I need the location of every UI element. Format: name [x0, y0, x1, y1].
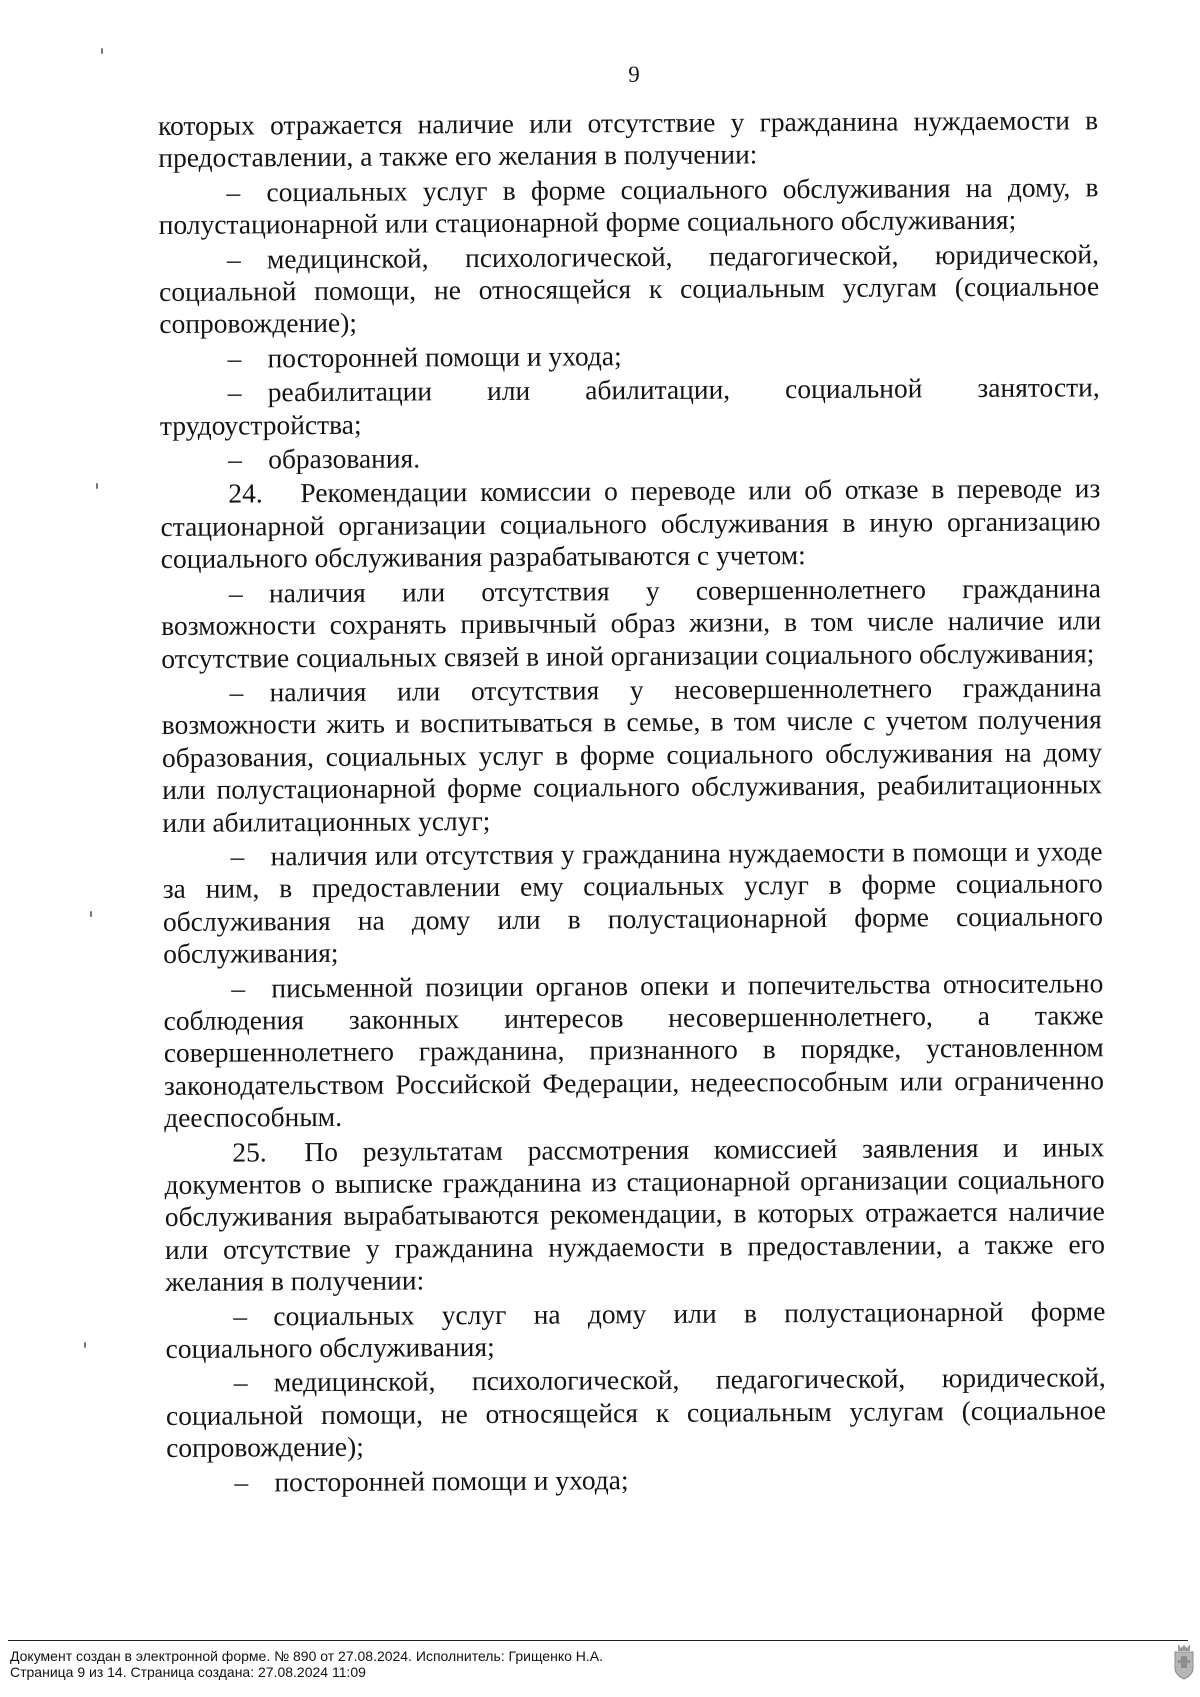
footer-divider: [8, 1640, 1188, 1641]
list-item-text: социальных услуг в форме социального обслуживания на дому, в полустационарной или стационарной форме социального обслуживания;: [158, 171, 1099, 241]
scan-speck: [96, 483, 98, 489]
list-b: [161, 572, 1104, 1135]
list-dash: –: [234, 1466, 249, 1498]
list-item-text: медицинской, психологической, педагогической, юридической, социальной помощи, не относящейся к социальным услугам (социальное сопровождение);: [159, 237, 1100, 340]
list-item-text: социальных услуг на дому или в полустационарной форме социального обслуживания;: [165, 1294, 1106, 1365]
footer-line-1: Документ создан в электронной форме. № 890 от 27.08.2024. Исполнитель: Грищенко Н.А.: [10, 1648, 604, 1664]
list-item: [160, 372, 1100, 443]
list-item: [159, 337, 1099, 375]
paragraph-number: 25.: [232, 1135, 267, 1168]
list-item-text: посторонней помощи и ухода;: [267, 340, 622, 374]
list-item: [161, 572, 1102, 675]
list-item: [161, 671, 1102, 839]
list-dash: –: [227, 342, 242, 374]
list-dash: –: [230, 840, 245, 872]
document-body: [158, 104, 1106, 1501]
list-item-text: посторонней помощи и ухода;: [274, 1463, 629, 1497]
scan-speck: [84, 1342, 86, 1348]
list-dash: –: [228, 443, 242, 475]
paragraph-25: [164, 1131, 1105, 1299]
list-item-text: образования.: [268, 442, 421, 475]
page-number: 9: [628, 62, 640, 87]
list-c: [165, 1295, 1106, 1499]
list-item-text: наличия или отсутствия у несовершеннолетнего гражданина возможности жить и воспитываться в семье, в том числе с учетом получения образования, социальных услуг в форме социального обслуживания на дому или полустационарной форме социального обслуживания, реабилитационных или абилитационных услуг;: [161, 671, 1103, 838]
scan-speck: [101, 48, 103, 54]
list-dash: –: [229, 676, 244, 708]
list-item: [162, 835, 1103, 970]
list-dash: –: [228, 577, 243, 609]
list-dash: –: [231, 972, 246, 1004]
paragraph-24: [160, 473, 1101, 576]
list-dash: –: [226, 243, 241, 275]
list-dash: –: [233, 1300, 248, 1332]
list-dash: –: [226, 176, 241, 208]
list-a: [158, 171, 1100, 476]
list-dash: –: [227, 376, 242, 408]
list-item: [160, 438, 1100, 476]
paragraph-number: 24.: [228, 477, 263, 510]
list-item-text: наличия или отсутствия у совершеннолетнего гражданина возможности сохранять привычный образ жизни, в том числе наличие или отсутствие социальных связей в иной организации социального обслуживания;: [161, 571, 1102, 674]
list-item: [166, 1362, 1107, 1465]
list-dash: –: [233, 1366, 248, 1398]
list-item: [166, 1461, 1106, 1499]
paragraph-text: По результатам рассмотрения комиссией заявления и иных документов о выписке гражданина из стационарной организации социального обслуживания вырабатываются рекомендации, в которых отражается наличие или отсутствие у гражданина нуждаемости в предоставлении, а также его желания в получении:: [164, 1130, 1106, 1298]
footer-line-2: Страница 9 из 14. Страница создана: 27.08.2024 11:09: [10, 1664, 366, 1680]
paragraph-text: Рекомендации комиссии о переводе или об отказе в переводе из стационарной организации социального обслуживания в иную организацию социального обслуживания разрабатываются с учетом:: [160, 472, 1101, 575]
list-item: [163, 967, 1104, 1135]
list-item: [158, 171, 1098, 242]
list-item-text: реабилитации или абилитации, социальной занятости, трудоустройства;: [159, 371, 1100, 441]
coat-of-arms-icon: [1172, 1642, 1196, 1680]
list-item-text: медицинской, психологической, педагогической, юридической, социальной помощи, не относящейся к социальным услугам (социальное сопровождение);: [165, 1361, 1107, 1464]
list-item: [159, 238, 1100, 341]
scan-speck: [90, 911, 92, 917]
intro-paragraph: которых отражается наличие или отсутствие у гражданина нуждаемости в предоставлении, а также его желания в получении:: [158, 104, 1099, 174]
document-footer: [10, 1648, 603, 1680]
list-item-text: письменной позиции органов опеки и попечительства относительно соблюдения законных интересов несовершеннолетнего, а также совершеннолетнего гражданина, признанного в порядке, установленном законодательством Российской Федерации, недееспособным или ограниченно дееспособным.: [163, 966, 1105, 1134]
list-item: [165, 1295, 1105, 1366]
list-item-text: наличия или отсутствия у гражданина нуждаемости в помощи и уходе за ним, в предоставлении ему социальных услуг в форме социального обслуживания на дому или в полустационарной форме социального обслуживания;: [162, 835, 1104, 970]
